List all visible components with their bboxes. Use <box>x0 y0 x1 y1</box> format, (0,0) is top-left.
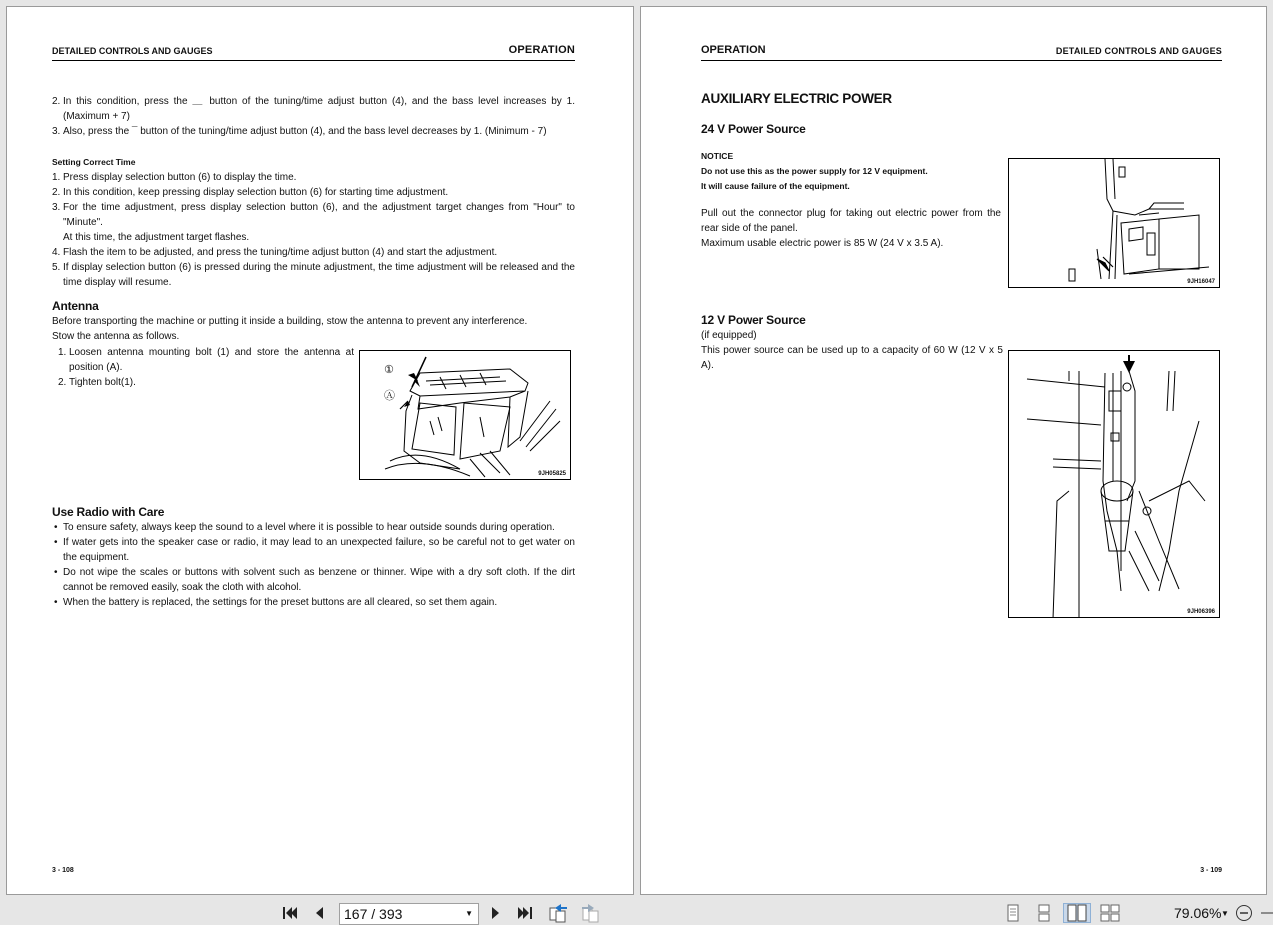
time-section <box>52 155 575 290</box>
v24-section <box>701 122 1001 251</box>
page-header <box>52 43 575 61</box>
prev-page-icon[interactable] <box>309 903 329 923</box>
zoom-dropdown-icon[interactable]: ▼ <box>1221 908 1229 918</box>
figure-code: 9JH16047 <box>1187 279 1215 285</box>
list-item: • Do not wipe the scales or buttons with solvent such as benzene or thinner. Wipe with a dry soft cloth. If the dirt cannot be removed easily, soak the cloth with alcohol. <box>54 567 575 593</box>
paragraph: (if equipped) <box>701 330 757 341</box>
callout-1: ① <box>384 363 394 376</box>
list-item: • When the battery is replaced, the settings for the preset buttons are all cleared, so set them again. <box>54 597 498 608</box>
figure-code: 9JH05825 <box>538 471 566 477</box>
section-heading: Setting Correct Time <box>52 157 136 167</box>
list-item: At this time, the adjustment target flashes. <box>63 232 250 243</box>
list-item: 3. Also, press the ¯ button of the tuning/time adjust button (4), and the bass level decreases by 1. (Minimum - 7) <box>52 126 547 137</box>
list-item: 1. Loosen antenna mounting bolt (1) and store the antenna at position (A). <box>58 347 354 373</box>
section-heading: 12 V Power Source <box>701 313 806 327</box>
continuous-page-icon[interactable] <box>1033 903 1055 923</box>
v24-figure <box>1008 158 1220 288</box>
header-chapter: OPERATION <box>508 44 575 56</box>
last-page-icon[interactable] <box>514 903 536 923</box>
facing-pages-icon[interactable] <box>1063 903 1091 923</box>
go-back-view-icon[interactable] <box>546 903 570 923</box>
excavator-cab-drawing <box>360 351 571 480</box>
figure-code: 9JH06396 <box>1187 609 1215 615</box>
viewer-toolbar <box>0 900 1273 925</box>
right-page <box>640 6 1267 895</box>
left-page <box>6 6 634 895</box>
list-item: • If water gets into the speaker case or radio, it may lead to an unexpected failure, so be careful not to get water on the equipment. <box>54 537 575 563</box>
single-page-icon[interactable] <box>1002 903 1024 923</box>
list-item: 4. Flash the item to be adjusted, and press the tuning/time adjust button (4) and start the adjustment. <box>52 247 498 258</box>
zoom-slider-track[interactable] <box>1259 903 1273 923</box>
continuous-facing-icon[interactable] <box>1098 903 1122 923</box>
list-item: • To ensure safety, always keep the sound to a level where it is possible to hear outside sounds during operation. <box>54 522 555 533</box>
v12-figure <box>1008 350 1220 618</box>
section-heading: Antenna <box>52 299 99 313</box>
section-heading: 24 V Power Source <box>701 122 806 136</box>
notice-text: It will cause failure of the equipment. <box>701 181 850 191</box>
radio-section <box>52 505 575 610</box>
list-item: 3. For the time adjustment, press display selection button (6), and the adjustment target changes from "Hour" to "Minute". <box>52 202 575 228</box>
list-item: 2. Tighten bolt(1). <box>58 377 136 388</box>
paragraph: Pull out the connector plug for taking out electric power from the rear side of the panel. <box>701 208 1001 234</box>
notice-text: Do not use this as the power supply for 12 V equipment. <box>701 166 928 176</box>
notice-label: NOTICE <box>701 151 734 161</box>
list-item: 2. In this condition, press the ＿ button of the tuning/time adjust button (4), and the bass level increases by 1. (Maximum + 7) <box>52 96 575 122</box>
page-header <box>701 43 1222 61</box>
header-section: DETAILED CONTROLS AND GAUGES <box>1055 46 1222 56</box>
section-heading: Use Radio with Care <box>52 505 165 519</box>
section-title: AUXILIARY ELECTRIC POWER <box>701 91 892 106</box>
callout-a: Ⓐ <box>384 389 395 402</box>
chevron-down-icon[interactable]: ▼ <box>465 909 473 918</box>
aux-power-title-block <box>701 91 1224 106</box>
antenna-figure <box>359 350 571 480</box>
list-item: 2. In this condition, keep pressing display selection button (6) for starting time adjustment. <box>52 187 449 198</box>
go-forward-view-icon[interactable] <box>579 903 603 923</box>
antenna-section <box>52 299 575 344</box>
page-number: 3 - 108 <box>52 867 74 874</box>
list-item: 5. If display selection button (6) is pressed during the minute adjustment, the time adjustment will be released and the time display will resume. <box>52 262 575 288</box>
zoom-out-icon[interactable] <box>1233 903 1255 923</box>
bass-steps <box>52 94 575 139</box>
v12-section <box>701 313 1003 373</box>
paragraph: Before transporting the machine or putting it inside a building, stow the antenna to prevent any interference. <box>52 316 528 327</box>
header-chapter: OPERATION <box>701 44 766 56</box>
page-number-input[interactable] <box>339 903 479 925</box>
first-page-icon[interactable] <box>279 903 301 923</box>
zoom-level[interactable]: 79.06% <box>1174 905 1222 921</box>
power-socket-drawing <box>1009 351 1220 618</box>
page-number: 3 - 109 <box>1200 867 1222 874</box>
header-section: DETAILED CONTROLS AND GAUGES <box>52 46 213 56</box>
page-number-value: 167 / 393 <box>344 906 403 922</box>
panel-connector-drawing <box>1009 159 1220 288</box>
paragraph: This power source can be used up to a capacity of 60 W (12 V x 5 A). <box>701 345 1003 371</box>
paragraph: Stow the antenna as follows. <box>52 331 180 342</box>
paragraph: Maximum usable electric power is 85 W (24 V x 3.5 A). <box>701 238 944 249</box>
antenna-steps <box>58 345 354 390</box>
list-item: 1. Press display selection button (6) to display the time. <box>52 172 297 183</box>
next-page-icon[interactable] <box>486 903 506 923</box>
